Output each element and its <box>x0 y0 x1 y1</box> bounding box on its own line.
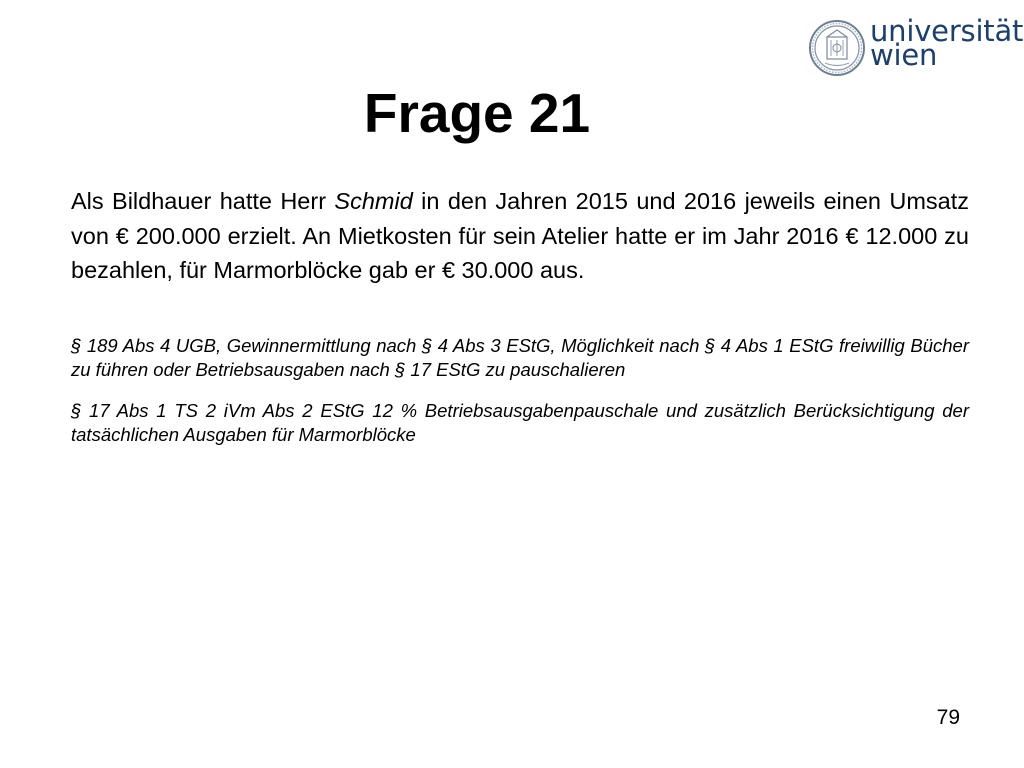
person-name: Schmid <box>334 188 413 214</box>
university-wordmark <box>870 14 1024 72</box>
legal-reference-1: § 189 Abs 4 UGB, Gewinnermittlung nach § 4 Abs 3 EStG, Möglichkeit nach § 4 Abs 1 EStG freiwillig Bücher zu führen oder Betriebsausgaben nach § 17 EStG zu pauschalieren <box>71 335 969 380</box>
university-logo <box>808 14 1024 81</box>
slide-title: Frage 21 <box>363 82 591 144</box>
legal-reference-2: § 17 Abs 1 TS 2 iVm Abs 2 EStG 12 % Betriebsausgabenpauschale und zusätzlich Berücksichtigung der tatsächlichen Ausgaben für Marmorblöcke <box>71 400 969 445</box>
university-seal-icon <box>808 19 866 77</box>
wordmark-line-2: wien <box>870 38 938 72</box>
question-text-end: in den Jahren 2015 und 2016 jeweils einen Umsatz von € 200.000 erzielt. An Mietkosten für sein Atelier hatte er im Jahr 2016 € 12.000 zu bezahlen, für Marmorblöcke gab er € 30.000 aus. <box>71 188 969 283</box>
question-text <box>71 184 969 288</box>
question-text-start: Als Bildhauer hatte Herr <box>71 188 335 214</box>
wordmark-line-1: universität <box>870 14 1024 48</box>
page-number: 79 <box>936 706 960 729</box>
